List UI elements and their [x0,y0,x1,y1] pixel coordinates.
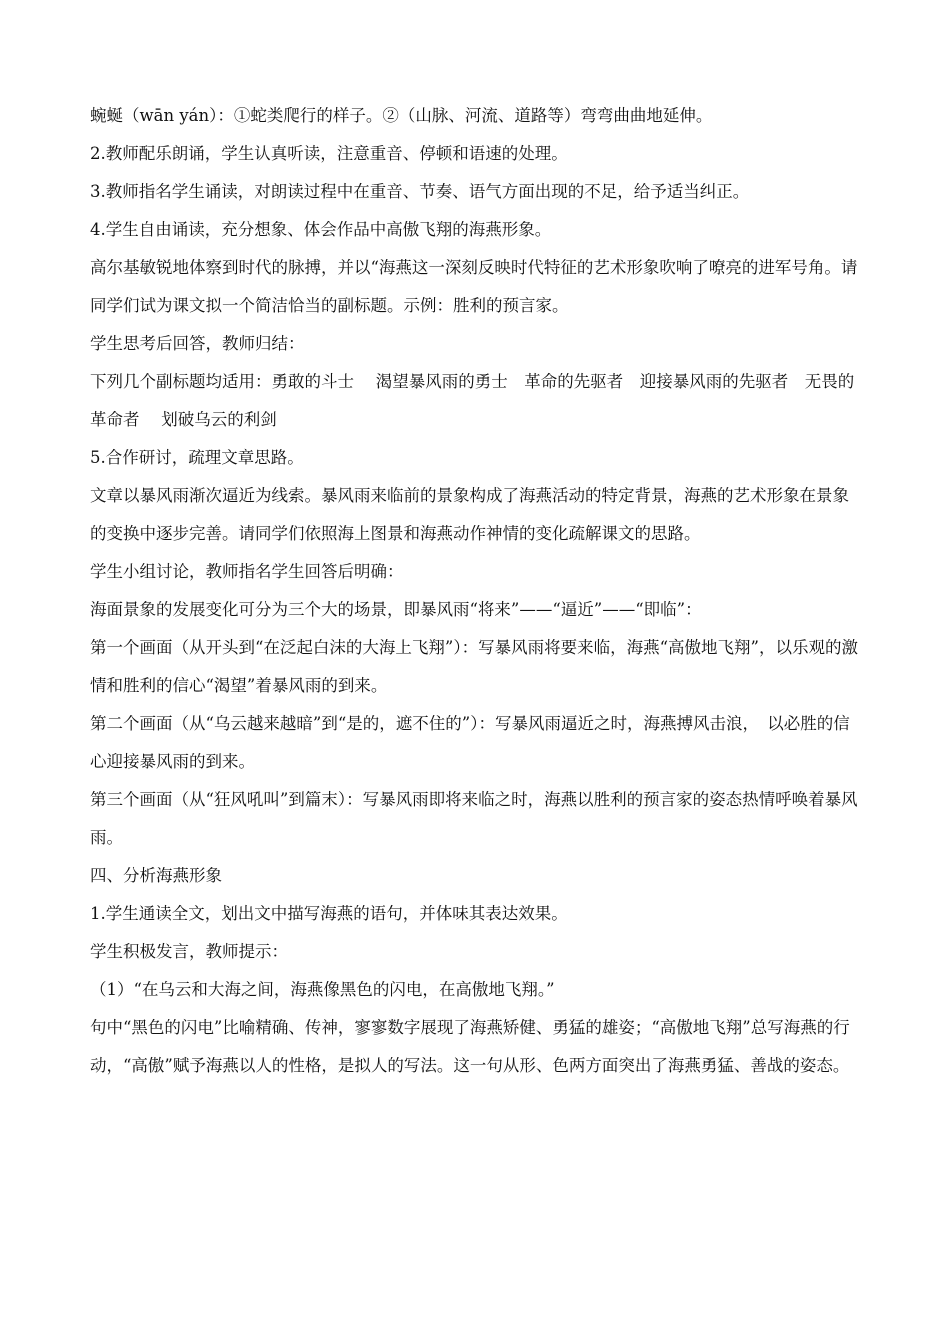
paragraph-step-3: 3.教师指名学生诵读，对朗读过程中在重音、节奏、语气方面出现的不足，给予适当纠正。 [90,182,750,201]
document-body [90,97,862,1085]
paragraph-scene-1: 第一个画面（从开头到“在泛起白沫的大海上飞翔”）：写暴风雨将要来临，海燕“高傲地飞翔”，以乐观的激情和胜利的信心“渴望”着暴风雨的到来。 [90,638,858,695]
paragraph-discussion: 学生小组讨论，教师指名学生回答后明确： [90,562,404,581]
paragraph-step-2: 2.教师配乐朗诵，学生认真听读，注意重音、停顿和语速的处理。 [90,144,568,163]
paragraph-step-5: 5.合作研讨，疏理文章思路。 [90,448,304,467]
paragraph-subtitle-task: 高尔基敏锐地体察到时代的脉搏，并以“海燕这一深刻反映时代特征的艺术形象吹响了嘹亮的进军号角。请同学们试为课文拟一个简洁恰当的副标题。示例：胜利的预言家。 [90,258,858,315]
section-heading-analysis: 四、分析海燕形象 [90,866,222,885]
paragraph-quote-1-analysis: 句中“黑色的闪电”比喻精确、传神，寥寥数字展现了海燕矫健、勇猛的雄姿；“高傲地飞翔”总写海燕的行动，“高傲”赋予海燕以人的性格，是拟人的写法。这一句从形、色两方面突出了海燕勇猛、善战的姿态。 [90,1018,850,1075]
paragraph-scene-2: 第二个画面（从“乌云越来越暗”到“是的，遮不住的”）：写暴风雨逼近之时，海燕搏风击浪， 以必胜的信心迎接暴风雨的到来。 [90,714,850,771]
paragraph-answer-intro: 学生思考后回答，教师归结： [90,334,305,353]
paragraph-step-4: 4.学生自由诵读，充分想象、体会作品中高傲飞翔的海燕形象。 [90,220,552,239]
paragraph-definition: 蜿蜒（wān yán）：①蛇类爬行的样子。②（山脉、河流、道路等）弯弯曲曲地延伸。 [90,106,713,125]
paragraph-quote-1: （1）“在乌云和大海之间，海燕像黑色的闪电，在高傲地飞翔。” [90,980,555,999]
paragraph-subtitles-list: 下列几个副标题均适用：勇敢的斗士 渴望暴风雨的勇士 革命的先驱者 迎接暴风雨的先驱者 无畏的革命者 划破乌云的利剑 [90,372,855,429]
paragraph-hint-intro: 学生积极发言，教师提示： [90,942,288,961]
paragraph-analysis-step-1: 1.学生通读全文，划出文中描写海燕的语句，并体味其表达效果。 [90,904,568,923]
paragraph-structure: 文章以暴风雨渐次逼近为线索。暴风雨来临前的景象构成了海燕活动的特定背景，海燕的艺术形象在景象的变换中逐步完善。请同学们依照海上图景和海燕动作神情的变化疏解课文的思路。 [90,486,849,543]
paragraph-scenes-overview: 海面景象的发展变化可分为三个大的场景，即暴风雨“将来”——“逼近”——“即临”： [90,600,702,619]
paragraph-scene-3: 第三个画面（从“狂风吼叫”到篇末）：写暴风雨即将来临之时，海燕以胜利的预言家的姿态热情呼唤着暴风雨。 [90,790,858,847]
